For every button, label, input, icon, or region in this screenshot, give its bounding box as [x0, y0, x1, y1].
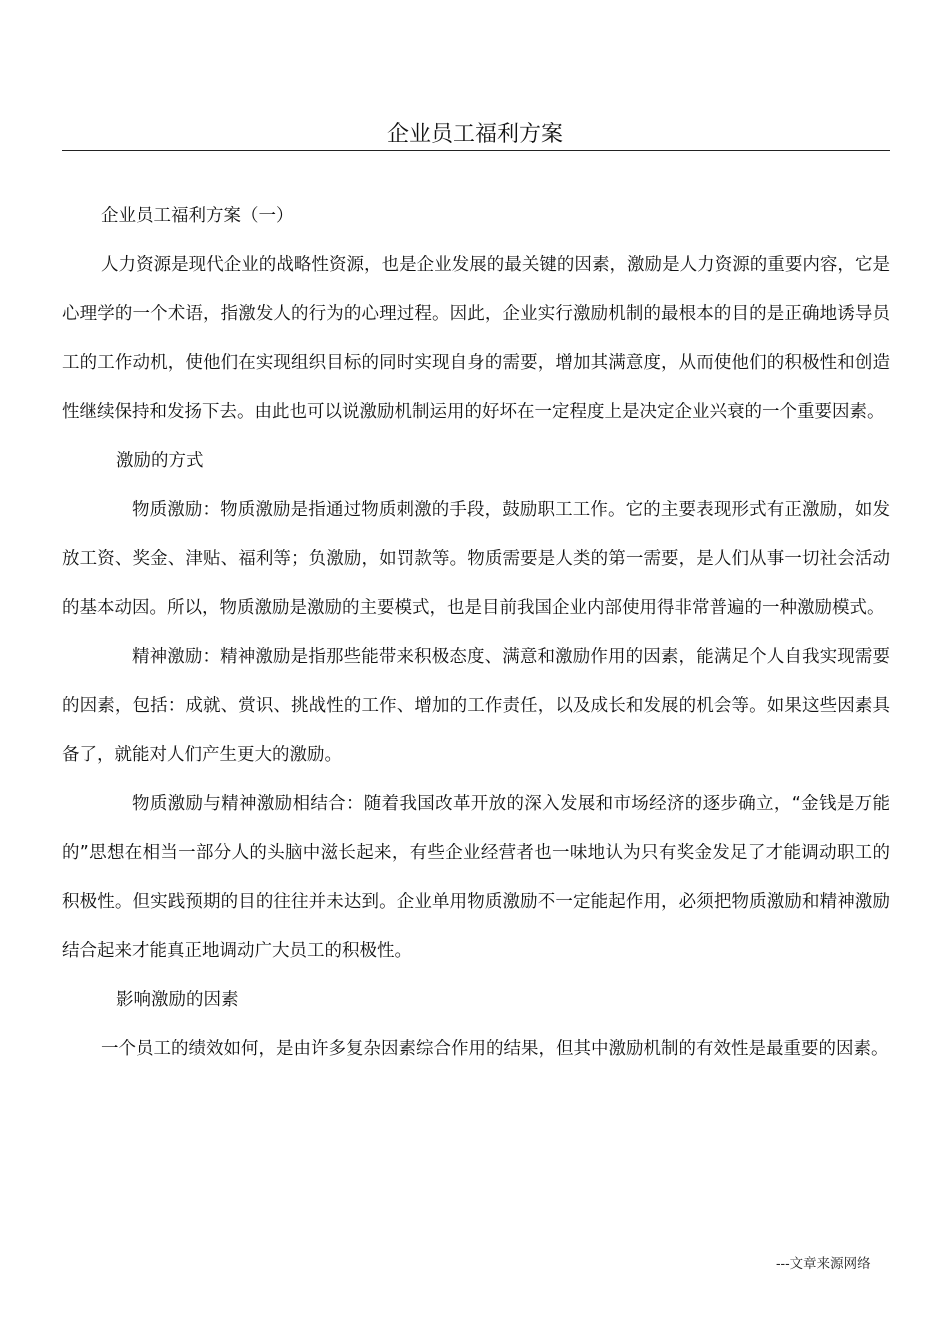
- section-heading-incentive-methods: 激励的方式: [116, 451, 204, 471]
- intro-paragraph: 人力资源是现代企业的战略性资源，也是企业发展的最关键的因素，激励是人力资源的重要内容，它是心理学的一个术语，指激发人的行为的心理过程。因此，企业实行激励机制的最根本的目的是正确地诱导员工的工作动机，使他们在实现组织目标的同时实现自身的需要，增加其满意度，从而使他们的积极性和创造性继续保持和发扬下去。由此也可以说激励机制运用的好坏在一定程度上是决定企业兴衰的一个重要因素。: [62, 255, 890, 422]
- combined-incentive-paragraph: 物质激励与精神激励相结合：随着我国改革开放的深入发展和市场经济的逐步确立，“金钱是万能的”思想在相当一部分人的头脑中滋长起来，有些企业经营者也一味地认为只有奖金发足了才能调动职工的积极性。但实践预期的目的往往并未达到。企业单用物质激励不一定能起作用，必须把物质激励和精神激励结合起来才能真正地调动广大员工的积极性。: [62, 794, 890, 961]
- document-body: [62, 192, 890, 1074]
- title-divider: [62, 150, 890, 151]
- section-heading-incentive-factors: 影响激励的因素: [116, 990, 239, 1010]
- page-title: 企业员工福利方案: [386, 122, 563, 147]
- material-incentive-paragraph: 物质激励：物质激励是指通过物质刺激的手段，鼓励职工工作。它的主要表现形式有正激励，如发放工资、奖金、津贴、福利等；负激励，如罚款等。物质需要是人类的第一需要，是人们从事一切社会活动的基本动因。所以，物质激励是激励的主要模式，也是目前我国企业内部使用得非常普遍的一种激励模式。: [62, 500, 890, 618]
- document-subtitle: 企业员工福利方案（一）: [101, 206, 294, 226]
- spiritual-incentive-paragraph: 精神激励：精神激励是指那些能带来积极态度、满意和激励作用的因素，能满足个人自我实现需要的因素，包括：成就、赏识、挑战性的工作、增加的工作责任，以及成长和发展的机会等。如果这些因素具备了，就能对人们产生更大的激励。: [62, 647, 890, 765]
- source-note: ---文章来源网络: [776, 1256, 871, 1272]
- closing-paragraph: 一个员工的绩效如何，是由许多复杂因素综合作用的结果，但其中激励机制的有效性是最重要的因素。: [101, 1039, 889, 1059]
